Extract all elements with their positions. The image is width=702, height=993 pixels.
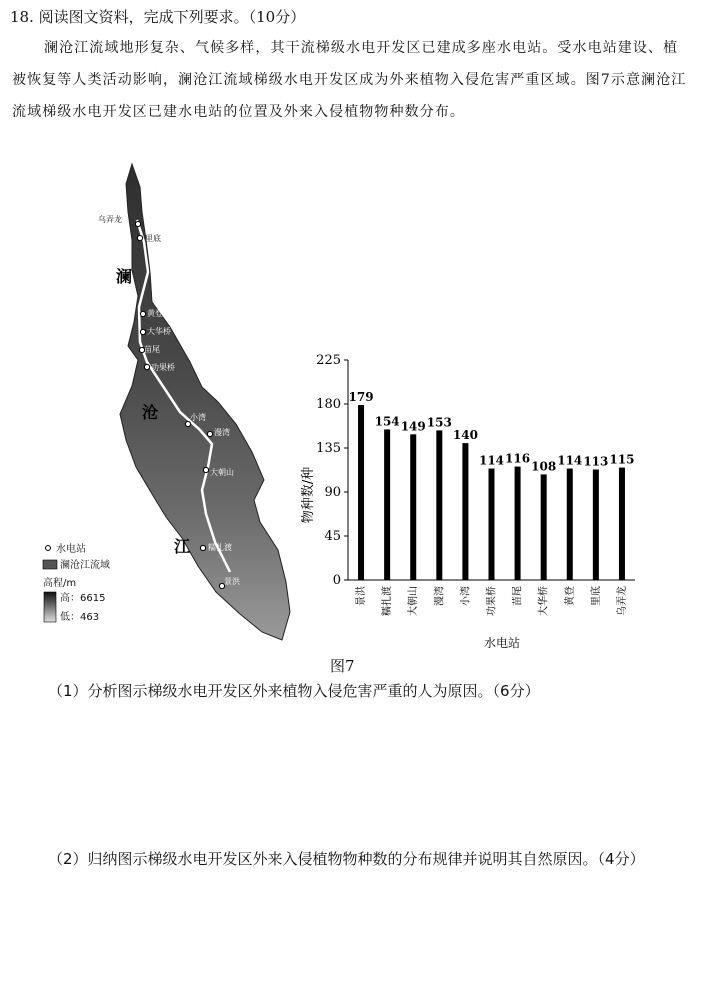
legend-station: 水电站 xyxy=(56,544,86,555)
label-gongguoqiao: 功果桥 xyxy=(151,363,175,372)
x-tick-label: 大华桥 xyxy=(538,586,550,616)
chart-svg xyxy=(290,345,650,655)
label-wunonglong: 乌弄龙 xyxy=(98,215,122,224)
x-tick-label: 功果桥 xyxy=(486,586,498,616)
bar xyxy=(489,469,495,580)
x-axis-label: 水电站 xyxy=(483,636,521,650)
legend-high: 高：6615 xyxy=(60,593,106,604)
map-legend xyxy=(43,542,110,623)
legend-elevation-title: 高程/m xyxy=(43,578,77,589)
bar xyxy=(593,470,599,580)
bar-value-label: 115 xyxy=(609,452,635,467)
y-tick-label: 45 xyxy=(324,529,341,544)
station-xiaowan xyxy=(185,421,190,426)
bar-value-label: 153 xyxy=(426,415,452,430)
map-svg xyxy=(40,162,300,647)
river-char-lan: 澜 xyxy=(116,267,133,286)
bar xyxy=(619,468,625,580)
x-tick-label: 里底 xyxy=(590,586,602,606)
bar-value-label: 114 xyxy=(557,453,583,468)
station-manwan xyxy=(207,431,212,436)
lancang-map xyxy=(40,162,300,647)
bar xyxy=(358,405,364,580)
y-tick-label: 180 xyxy=(316,397,341,412)
legend-basin: 澜沧江流域 xyxy=(60,560,110,571)
label-manwan: 漫湾 xyxy=(214,428,230,437)
bar-value-label: 179 xyxy=(348,389,374,404)
x-tick-label: 小湾 xyxy=(460,586,472,606)
bar-value-label: 149 xyxy=(400,419,426,434)
bar xyxy=(436,430,442,580)
label-lidi: 里底 xyxy=(145,234,161,243)
bar-value-label: 154 xyxy=(374,414,400,429)
bar-value-label: 116 xyxy=(505,451,531,466)
river-char-jiang: 江 xyxy=(174,537,191,556)
sub-question-2: （2）归纳图示梯级水电开发区外来入侵植物物种数的分布规律并说明其自然原因。（4分） xyxy=(48,850,645,868)
label-jinghong: 景洪 xyxy=(224,577,240,586)
x-tick-label: 乌弄龙 xyxy=(616,586,628,616)
y-tick-label: 90 xyxy=(324,485,341,500)
station-wunonglong xyxy=(135,221,140,226)
x-tick-label: 大朝山 xyxy=(408,586,420,616)
label-huangdeng: 黄登 xyxy=(147,309,163,318)
sub-question-1: （1）分析图示梯级水电开发区外来植物入侵危害严重的人为原因。（6分） xyxy=(48,682,540,700)
legend-low: 低：463 xyxy=(60,612,100,623)
y-tick-label: 135 xyxy=(316,441,341,456)
bar xyxy=(410,434,416,580)
x-tick-label: 景洪 xyxy=(356,586,368,606)
label-xiaowan: 小湾 xyxy=(190,413,206,422)
bar xyxy=(462,443,468,580)
bar-value-label: 108 xyxy=(531,459,557,474)
station-dachaoshan xyxy=(203,467,208,472)
y-axis-label: 物种数/种 xyxy=(301,466,316,524)
x-tick-label: 黄登 xyxy=(564,586,576,606)
bar xyxy=(567,469,573,580)
station-dahuaqiao xyxy=(140,329,145,334)
material-paragraph: 澜沧江流域地形复杂、气候多样，其干流梯级水电开发区已建成多座水电站。受水电站建设、植被恢复等人类活动影响，澜沧江流域梯级水电开发区成为外来植物入侵危害严重区域。图7示意澜沧江流域梯级水电开发区已建水电站的位置及外来入侵植物物种数分布。 xyxy=(12,40,687,120)
y-tick-label: 0 xyxy=(332,573,341,588)
bar xyxy=(515,467,521,580)
label-miaowei: 苗尾 xyxy=(144,345,160,354)
question-header: 18. 阅读图文资料，完成下列要求。（10分） xyxy=(10,8,306,26)
label-dahuaqiao: 大华桥 xyxy=(147,327,171,336)
y-tick-label: 225 xyxy=(316,353,341,368)
species-chart xyxy=(290,345,650,655)
x-tick-label: 糯扎渡 xyxy=(382,586,394,616)
bar-value-label: 114 xyxy=(478,453,505,468)
elevation-bar xyxy=(44,592,56,622)
label-nuozhadu: 糯扎渡 xyxy=(208,543,232,552)
label-dachaoshan: 大朝山 xyxy=(210,468,234,477)
bar-value-label: 113 xyxy=(583,454,609,469)
station-gongguoqiao xyxy=(144,364,149,369)
station-huangdeng xyxy=(140,311,145,316)
station-lidi xyxy=(137,235,142,240)
bar xyxy=(541,474,547,580)
station-nuozhadu xyxy=(200,545,205,550)
figure-caption: 图7 xyxy=(330,657,355,675)
x-tick-label: 漫湾 xyxy=(434,586,446,606)
x-tick-label: 苗尾 xyxy=(512,586,524,606)
bar xyxy=(384,429,390,580)
river-char-cang: 沧 xyxy=(142,403,159,422)
bar-value-label: 140 xyxy=(452,428,478,443)
